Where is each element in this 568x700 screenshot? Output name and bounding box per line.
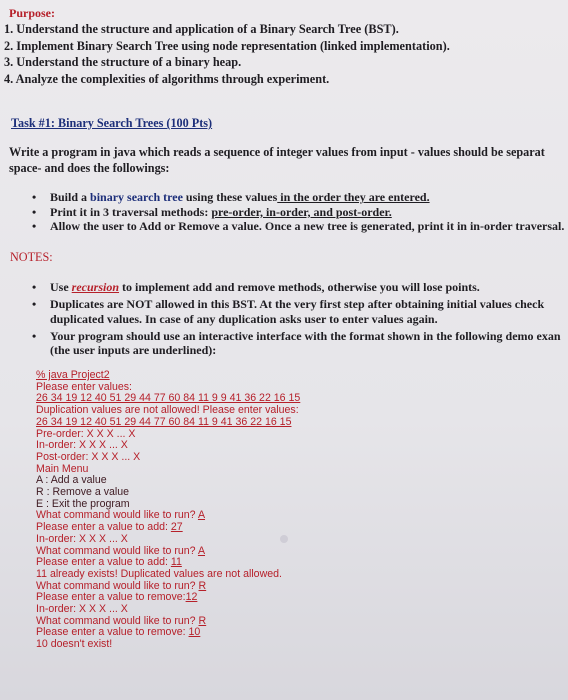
demo-line: % java Project2 [36, 369, 110, 381]
demo-line: A : Add a value [36, 474, 107, 487]
task-bullet-build [32, 190, 564, 205]
demo-line: In-order: X X X ... X [36, 532, 128, 545]
demo-line: E : Exit the program [36, 497, 130, 510]
demo-prompt: Please enter a value to remove: [36, 626, 189, 639]
purpose-item: 2. Implement Binary Search Tree using node representation (linked implementation). [4, 38, 450, 53]
note-item-recursion [32, 280, 561, 294]
task-intro [9, 144, 568, 176]
note-item-interface [32, 329, 561, 358]
bullet-icon: • [32, 280, 37, 294]
note-text: Duplicates are NOT allowed in this BST. At the very first step after obtaining initial values check [50, 297, 545, 312]
purpose-heading: Purpose: [9, 6, 55, 20]
purpose-item: 1. Understand the structure and application of a Binary Search Tree (BST). [4, 22, 399, 36]
demo-line: In-order: X X X ... X [36, 603, 128, 616]
task-bullet-list [32, 190, 564, 234]
demo-line: R : Remove a value [36, 486, 130, 499]
note-text: to implement add and remove methods, otherwise you will lose points. [119, 280, 480, 294]
bullet-text: using these values [182, 190, 278, 204]
demo-line: 26 34 19 12 40 51 29 44 77 60 84 11 9 41 36 22 16 15 [36, 415, 292, 428]
demo-input: 12 [185, 591, 198, 604]
bullet-text: Build a [50, 190, 91, 204]
demo-line: Post-order: X X X ... X [36, 450, 141, 463]
bullet-icon: • [32, 297, 37, 312]
demo-line: In-order: X X X ... X [36, 439, 128, 452]
demo-line: Main Menu [36, 462, 89, 475]
bullet-icon: • [32, 219, 37, 234]
bullet-icon: • [32, 190, 37, 204]
note-text: Use [50, 280, 72, 294]
demo-prompt: Please enter a value to remove: [36, 591, 186, 604]
bullet-underlined: in the order they are entered. [277, 190, 430, 204]
demo-input: 10 [188, 626, 201, 639]
bullet-text: Print it in 3 traversal methods: [50, 204, 212, 219]
bullet-emphasis: binary search tree [90, 190, 183, 204]
bullet-underlined: pre-order, in-order, and post-order. [211, 204, 392, 219]
task-intro-line: Write a program in java which reads a sequence of integer values from input - values should be separat [9, 145, 545, 159]
purpose-item: 3. Understand the structure of a binary heap. [4, 55, 242, 69]
note-text: Your program should use an interactive interface with the format shown in the following demo exan [50, 328, 561, 343]
demo-input: A [197, 509, 206, 522]
demo-prompt: What command would like to run? [36, 544, 198, 557]
notes-list [32, 280, 561, 360]
demo-prompt: What command would like to run? [36, 614, 199, 627]
demo-line: 11 already exists! Duplicated values are not allowed. [36, 567, 282, 580]
note-text: duplicated values. In case of any duplication asks user to enter values again. [50, 311, 438, 326]
demo-prompt: Please enter a value to add: [36, 521, 171, 534]
demo-input: 27 [170, 521, 183, 534]
bullet-icon: • [32, 204, 37, 219]
task-bullet-print [32, 205, 564, 220]
task-title: Task #1: Binary Search Trees (100 Pts) [11, 116, 213, 130]
demo-line: Pre-order: X X X ... X [36, 427, 136, 440]
note-item-duplicates [32, 297, 561, 326]
demo-line: Please enter values: [36, 380, 132, 393]
demo-line: 26 34 19 12 40 51 29 44 77 60 84 11 9 9 41 36 22 16 15 [36, 392, 301, 405]
demo-prompt: Please enter a value to add: [36, 556, 171, 569]
demo-prompt: What command would like to run? [36, 509, 198, 522]
demo-input: 11 [170, 556, 182, 569]
note-text: (the user inputs are underlined): [50, 343, 217, 358]
task-bullet-allow [32, 219, 564, 234]
purpose-list [4, 21, 450, 87]
demo-line: 10 doesn't exist! [36, 638, 113, 651]
demo-transcript [36, 370, 300, 651]
demo-line: Duplication values are not allowed! Please enter values: [36, 404, 299, 417]
page-smudge [280, 535, 288, 543]
bullet-text: Allow the user to Add or Remove a value. Once a new tree is generated, print it in in-order traversal. [50, 219, 565, 234]
demo-input: R [198, 579, 207, 592]
demo-input: R [198, 614, 207, 627]
demo-prompt: What command would like to run? [36, 579, 199, 592]
note-emphasis: recursion [71, 280, 120, 294]
demo-input: A [197, 544, 206, 557]
notes-heading: NOTES: [10, 250, 53, 264]
bullet-icon: • [32, 328, 37, 343]
purpose-item: 4. Analyze the complexities of algorithms through experiment. [4, 71, 330, 86]
task-intro-line: space- and does the followings: [9, 161, 170, 175]
